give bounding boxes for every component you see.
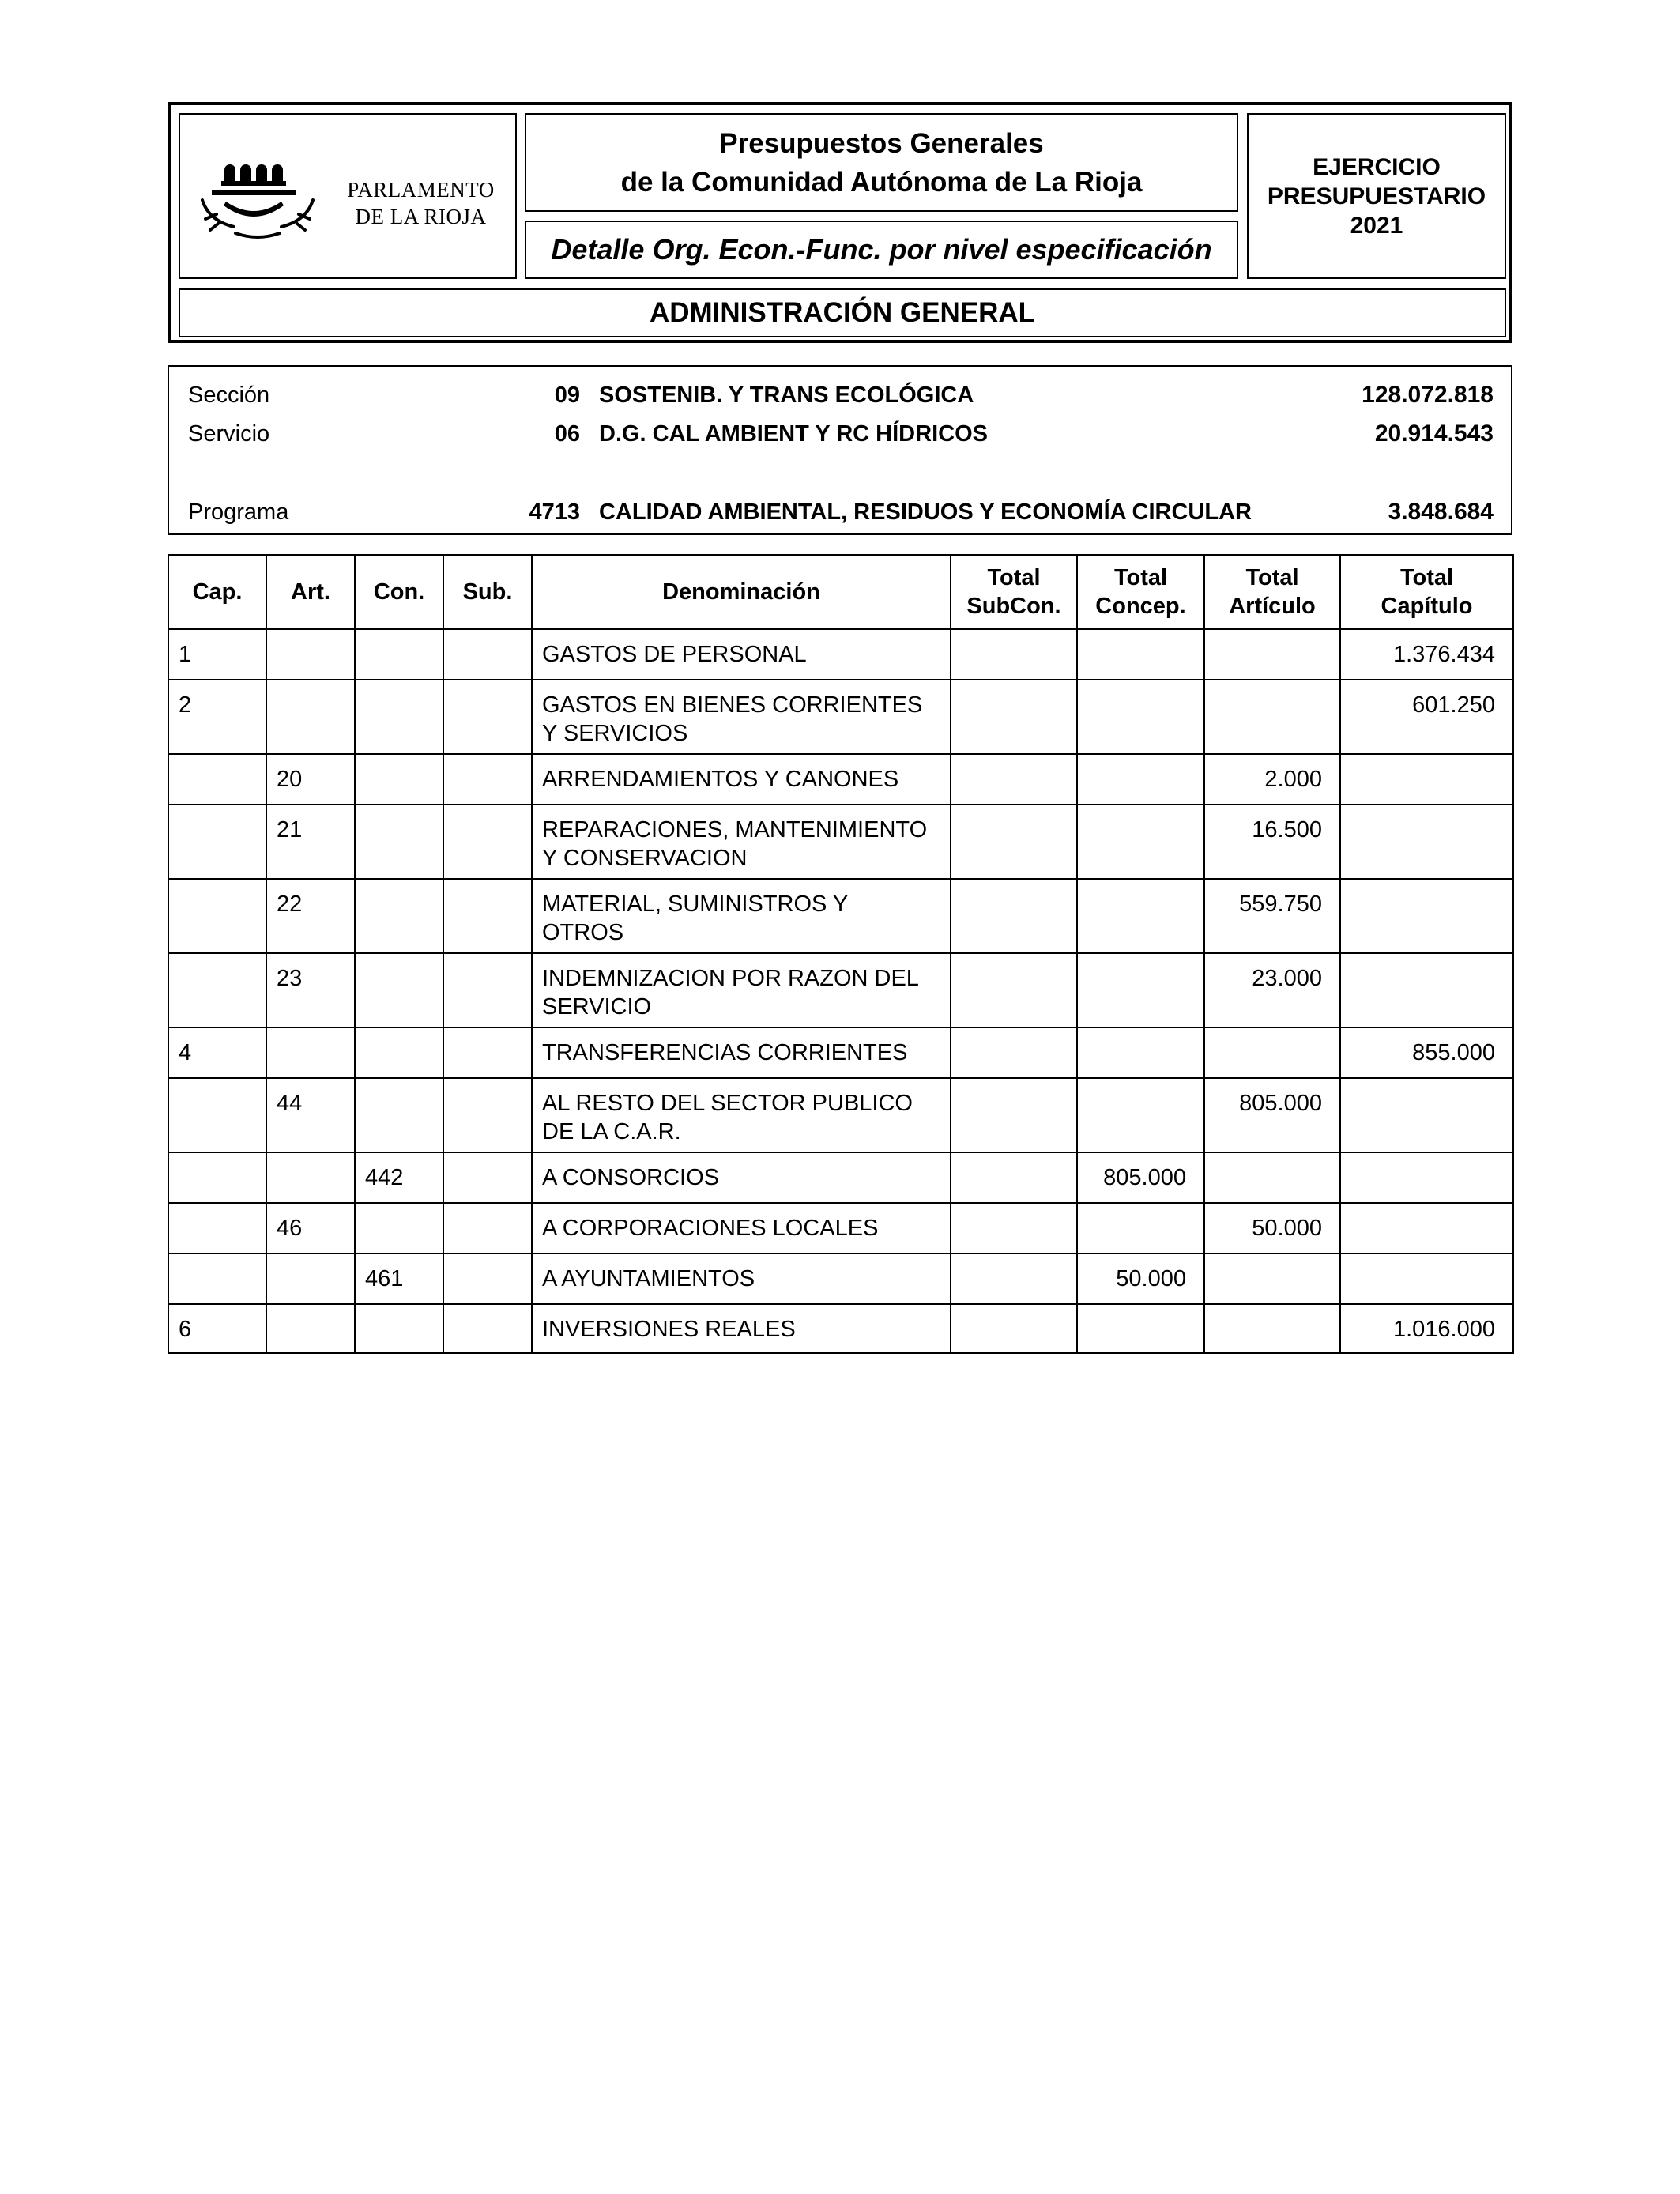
cell-capitulo: [1340, 953, 1513, 1027]
den-line1: A CORPORACIONES LOCALES: [542, 1216, 879, 1241]
cell-denominacion: [532, 754, 951, 805]
cell-sub: [443, 629, 532, 680]
cell-denominacion: [532, 1203, 951, 1253]
cell-capitulo: 1.016.000: [1340, 1304, 1513, 1353]
col-total-articulo-line1: Total: [1245, 565, 1299, 590]
col-total-capitulo-line2: Capítulo: [1381, 594, 1473, 619]
cell-art: 23: [266, 953, 355, 1027]
col-total-articulo: [1204, 555, 1340, 629]
cell-con: 461: [355, 1253, 443, 1304]
table-row: [168, 805, 1513, 879]
cell-capitulo: 1.376.434: [1340, 629, 1513, 680]
cell-capitulo: [1340, 1253, 1513, 1304]
cell-con: [355, 1027, 443, 1078]
servicio-name: D.G. CAL AMBIENT Y RC HÍDRICOS: [599, 421, 988, 447]
cell-sub: [443, 680, 532, 754]
cell-concep: [1077, 1078, 1204, 1152]
cell-subcon: [951, 1253, 1077, 1304]
fiscal-year-panel: [1247, 113, 1506, 279]
cell-art: 46: [266, 1203, 355, 1253]
col-total-concep-line1: Total: [1113, 565, 1168, 590]
cell-denominacion: [532, 1078, 951, 1152]
col-total-concep-line2: Concep.: [1095, 594, 1186, 619]
cell-subcon: [951, 805, 1077, 879]
cell-articulo: [1204, 1304, 1340, 1353]
cell-art: 22: [266, 879, 355, 953]
cell-subcon: [951, 1152, 1077, 1203]
cell-denominacion: [532, 1152, 951, 1203]
cell-art: [266, 1304, 355, 1353]
cell-sub: [443, 1152, 532, 1203]
cell-sub: [443, 1253, 532, 1304]
cell-art: [266, 1152, 355, 1203]
col-total-subcon-line1: Total: [987, 565, 1041, 590]
cell-concep: 805.000: [1077, 1152, 1204, 1203]
seccion-code: 09: [554, 383, 580, 408]
col-total-subcon-line2: SubCon.: [966, 594, 1061, 619]
cell-con: [355, 879, 443, 953]
cell-articulo: 16.500: [1204, 805, 1340, 879]
den-line1: MATERIAL, SUMINISTROS Y: [542, 892, 849, 917]
den-line1: INDEMNIZACION POR RAZON DEL: [542, 966, 919, 991]
cell-sub: [443, 1304, 532, 1353]
cell-con: [355, 680, 443, 754]
table-row: [168, 754, 1513, 805]
cell-con: [355, 629, 443, 680]
cell-cap: 4: [168, 1027, 266, 1078]
logo-text-line1: PARLAMENTO: [347, 178, 495, 202]
col-total-capitulo: [1340, 555, 1513, 629]
cell-denominacion: [532, 953, 951, 1027]
cell-concep: [1077, 1203, 1204, 1253]
cell-articulo: 50.000: [1204, 1203, 1340, 1253]
den-line2: OTROS: [542, 920, 624, 945]
den-line1: INVERSIONES REALES: [542, 1317, 796, 1342]
col-total-capitulo-line1: Total: [1399, 565, 1454, 590]
cell-cap: [168, 879, 266, 953]
cell-denominacion: [532, 1253, 951, 1304]
col-total-concep: [1077, 555, 1204, 629]
cell-art: [266, 680, 355, 754]
cell-articulo: [1204, 629, 1340, 680]
den-line1: A CONSORCIOS: [542, 1165, 719, 1190]
title-line2: de la Comunidad Autónoma de La Rioja: [620, 166, 1143, 198]
budget-table: [168, 554, 1514, 1354]
cell-con: [355, 1304, 443, 1353]
cell-articulo: 2.000: [1204, 754, 1340, 805]
table-row: [168, 1253, 1513, 1304]
cell-subcon: [951, 680, 1077, 754]
document-subtitle: [525, 221, 1238, 279]
seccion-name: SOSTENIB. Y TRANS ECOLÓGICA: [599, 383, 974, 408]
col-total-articulo-line2: Artículo: [1229, 594, 1316, 619]
cell-art: 20: [266, 754, 355, 805]
cell-denominacion: [532, 1304, 951, 1353]
cell-art: 21: [266, 805, 355, 879]
cell-concep: [1077, 805, 1204, 879]
cell-articulo: 559.750: [1204, 879, 1340, 953]
table-header-row: [168, 555, 1513, 629]
cell-capitulo: [1340, 1152, 1513, 1203]
cell-art: [266, 1027, 355, 1078]
cell-capitulo: 601.250: [1340, 680, 1513, 754]
cell-cap: [168, 1253, 266, 1304]
den-line1: GASTOS DE PERSONAL: [542, 642, 807, 667]
cell-cap: [168, 1152, 266, 1203]
col-cap: Cap.: [168, 555, 266, 629]
cell-denominacion: [532, 879, 951, 953]
cell-sub: [443, 953, 532, 1027]
cell-articulo: [1204, 1152, 1340, 1203]
document-header: [168, 102, 1512, 343]
table-row: [168, 1152, 1513, 1203]
cell-art: [266, 629, 355, 680]
organization-panel: [168, 365, 1512, 535]
cell-capitulo: [1340, 1203, 1513, 1253]
den-line1: A AYUNTAMIENTOS: [542, 1266, 755, 1291]
cell-sub: [443, 1203, 532, 1253]
table-row: [168, 1304, 1513, 1353]
year-line1: EJERCICIO: [1313, 153, 1441, 180]
cell-denominacion: [532, 680, 951, 754]
cell-subcon: [951, 629, 1077, 680]
cell-concep: [1077, 1027, 1204, 1078]
cell-concep: [1077, 879, 1204, 953]
cell-denominacion: [532, 1027, 951, 1078]
col-con: Con.: [355, 555, 443, 629]
administration-text: ADMINISTRACIÓN GENERAL: [649, 297, 1036, 328]
cell-capitulo: 855.000: [1340, 1027, 1513, 1078]
cell-capitulo: [1340, 805, 1513, 879]
cell-subcon: [951, 1078, 1077, 1152]
cell-subcon: [951, 1304, 1077, 1353]
cell-concep: [1077, 953, 1204, 1027]
cell-cap: 6: [168, 1304, 266, 1353]
cell-cap: [168, 1078, 266, 1152]
cell-articulo: [1204, 1027, 1340, 1078]
cell-con: [355, 953, 443, 1027]
cell-subcon: [951, 953, 1077, 1027]
cell-concep: [1077, 1304, 1204, 1353]
table-row: [168, 680, 1513, 754]
cell-concep: [1077, 629, 1204, 680]
parliament-logo-icon: [194, 153, 321, 247]
den-line2: SERVICIO: [542, 994, 652, 1020]
cell-articulo: [1204, 1253, 1340, 1304]
cell-sub: [443, 805, 532, 879]
den-line1: GASTOS EN BIENES CORRIENTES: [542, 692, 923, 718]
cell-cap: 2: [168, 680, 266, 754]
cell-subcon: [951, 1027, 1077, 1078]
cell-denominacion: [532, 629, 951, 680]
cell-sub: [443, 879, 532, 953]
cell-subcon: [951, 754, 1077, 805]
den-line2: DE LA C.A.R.: [542, 1119, 681, 1144]
den-line1: REPARACIONES, MANTENIMIENTO: [542, 817, 928, 843]
cell-cap: 1: [168, 629, 266, 680]
cell-articulo: [1204, 680, 1340, 754]
table-row: [168, 629, 1513, 680]
servicio-row: [169, 418, 1511, 450]
cell-capitulo: [1340, 879, 1513, 953]
cell-art: [266, 1253, 355, 1304]
logo-text: [332, 176, 510, 230]
table-row: [168, 879, 1513, 953]
cell-concep: 50.000: [1077, 1253, 1204, 1304]
cell-con: [355, 1078, 443, 1152]
cell-con: 442: [355, 1152, 443, 1203]
col-art: Art.: [266, 555, 355, 629]
cell-con: [355, 754, 443, 805]
table-body: [168, 629, 1513, 1353]
servicio-amount: 20.914.543: [1374, 420, 1494, 447]
administration-banner: [179, 288, 1506, 337]
seccion-amount: 128.072.818: [1362, 382, 1494, 408]
cell-subcon: [951, 1203, 1077, 1253]
cell-cap: [168, 1203, 266, 1253]
den-line1: TRANSFERENCIAS CORRIENTES: [542, 1040, 908, 1065]
title-line1: Presupuestos Generales: [719, 127, 1044, 159]
servicio-label: Servicio: [188, 421, 270, 447]
col-total-subcon: [951, 555, 1077, 629]
cell-con: [355, 1203, 443, 1253]
cell-capitulo: [1340, 754, 1513, 805]
cell-concep: [1077, 754, 1204, 805]
den-line2: Y CONSERVACION: [542, 846, 748, 871]
year-value: 2021: [1350, 212, 1403, 239]
seccion-row: [169, 379, 1511, 411]
logo-panel: [179, 113, 517, 279]
cell-cap: [168, 805, 266, 879]
programa-code: 4713: [529, 499, 580, 525]
cell-art: 44: [266, 1078, 355, 1152]
table-row: [168, 1078, 1513, 1152]
col-sub: Sub.: [443, 555, 532, 629]
table-row: [168, 953, 1513, 1027]
servicio-code: 06: [554, 421, 580, 447]
document-title: [525, 113, 1238, 212]
subtitle-text: Detalle Org. Econ.-Func. por nivel especificación: [551, 233, 1212, 266]
table-row: [168, 1027, 1513, 1078]
cell-denominacion: [532, 805, 951, 879]
cell-capitulo: [1340, 1078, 1513, 1152]
cell-subcon: [951, 879, 1077, 953]
col-denominacion: Denominación: [532, 555, 951, 629]
cell-concep: [1077, 680, 1204, 754]
programa-amount: 3.848.684: [1388, 499, 1494, 525]
year-line2: PRESUPUESTARIO: [1267, 183, 1486, 209]
cell-sub: [443, 754, 532, 805]
programa-row: [169, 496, 1511, 528]
table-row: [168, 1203, 1513, 1253]
cell-con: [355, 805, 443, 879]
programa-label: Programa: [188, 499, 289, 525]
den-line2: Y SERVICIOS: [542, 721, 688, 746]
cell-sub: [443, 1027, 532, 1078]
programa-name: CALIDAD AMBIENTAL, RESIDUOS Y ECONOMÍA CIRCULAR: [599, 499, 1252, 525]
cell-cap: [168, 953, 266, 1027]
den-line1: ARRENDAMIENTOS Y CANONES: [542, 767, 899, 792]
den-line1: AL RESTO DEL SECTOR PUBLICO: [542, 1091, 913, 1116]
cell-articulo: 23.000: [1204, 953, 1340, 1027]
seccion-label: Sección: [188, 383, 270, 408]
cell-cap: [168, 754, 266, 805]
cell-articulo: 805.000: [1204, 1078, 1340, 1152]
logo-text-line2: DE LA RIOJA: [355, 205, 487, 228]
cell-sub: [443, 1078, 532, 1152]
